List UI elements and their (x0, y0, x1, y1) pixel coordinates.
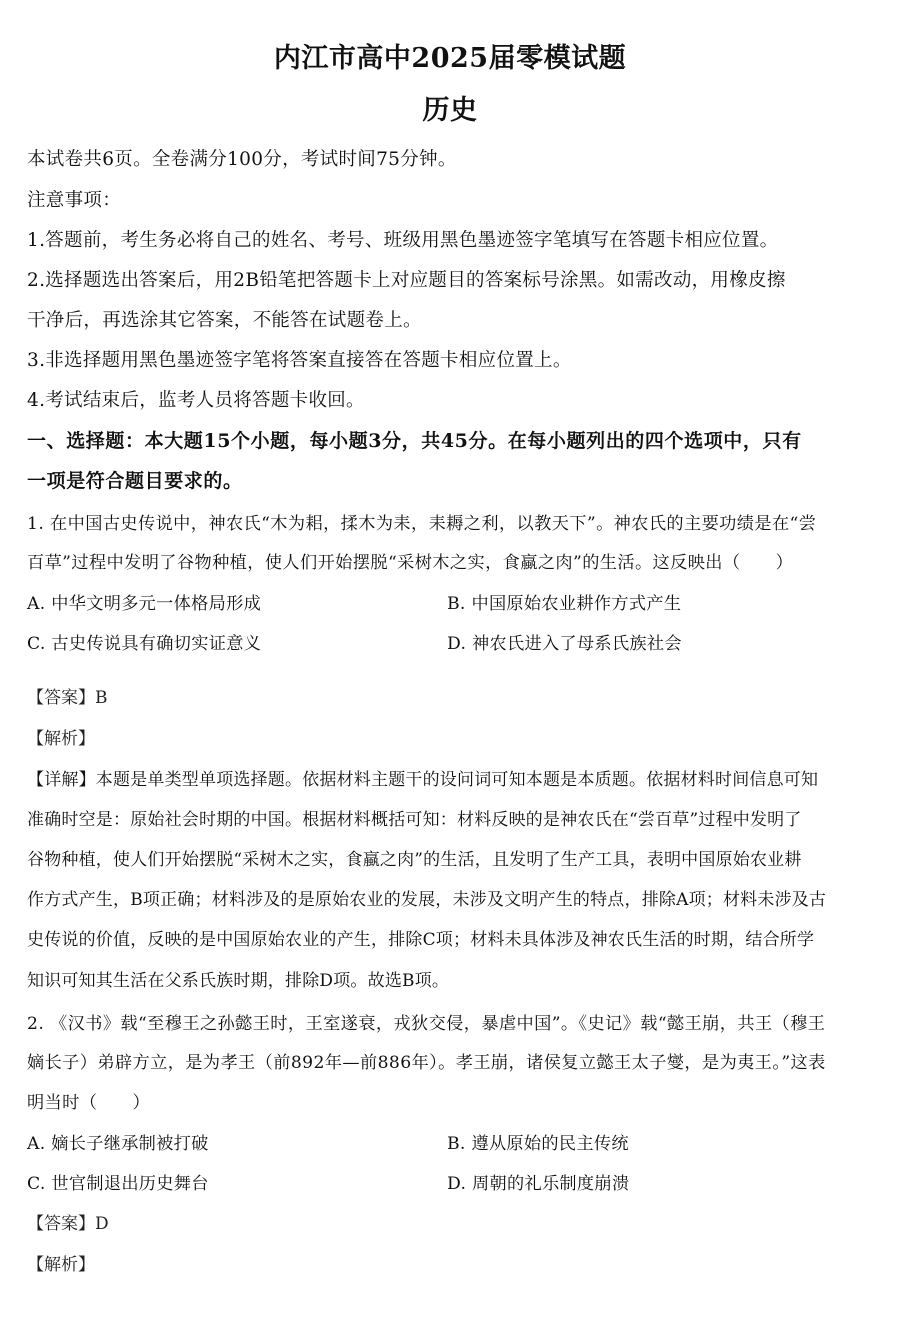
notice-item-4: 4.考试结束后，监考人员将答题卡收回。 (27, 390, 365, 411)
q1-detail-line-4: 作方式产生，B项正确；材料涉及的是原始农业的发展，未涉及文明产生的特点，排除A项；材料未涉及古 (27, 890, 827, 910)
q2-stem-line-3: 明当时（ ） (27, 1093, 151, 1113)
subject-title: 历史 (422, 95, 478, 126)
q2-option-b: B. 遵从原始的民主传统 (447, 1134, 629, 1154)
q2-stem-line-2: 嫡长子）弟辟方立，是为孝王（前892年—前886年）。孝王崩，诸侯复立懿王太子燮，是为夷王。”这表 (27, 1053, 826, 1073)
q1-option-a: A. 中华文明多元一体格局形成 (27, 594, 262, 614)
q1-detail-line-3: 谷物种植，使人们开始摆脱“采树木之实，食蠃之肉”的生活，且发明了生产工具，表明中国原始农业耕 (27, 850, 802, 870)
q1-option-b: B. 中国原始农业耕作方式产生 (447, 594, 682, 614)
q1-stem-line-2: 百草”过程中发明了谷物种植，使人们开始摆脱“采树木之实，食蠃之肉”的生活。这反映出（ ） (27, 553, 794, 573)
q1-detail-line-1: 【详解】本题是单类型单项选择题。依据材料主题干的设问词可知本题是本质题。依据材料时间信息可知 (27, 770, 819, 790)
section-heading-line-1: 一、选择题：本大题15个小题，每小题3分，共45分。在每小题列出的四个选项中，只有 (27, 430, 802, 452)
exam-title: 内江市高中2025届零模试题 (273, 43, 627, 74)
exam-intro: 本试卷共6页。全卷满分100分，考试时间75分钟。 (27, 149, 457, 170)
q2-answer: 【答案】D (27, 1214, 109, 1234)
q1-answer: 【答案】B (27, 688, 108, 708)
section-heading-line-2: 一项是符合题目要求的。 (27, 470, 243, 492)
q2-analysis-label: 【解析】 (27, 1255, 95, 1275)
q1-detail-line-6: 知识可知其生活在父系氏族时期，排除D项。故选B项。 (27, 971, 450, 991)
q1-stem-line-1: 1. 在中国古史传说中，神农氏“木为耜，揉木为耒，耒耨之利，以教天下”。神农氏的主要功绩是在“尝 (27, 514, 817, 534)
notice-item-2-line-2: 干净后，再选涂其它答案，不能答在试题卷上。 (27, 310, 422, 331)
q1-detail-line-2: 准确时空是：原始社会时期的中国。根据材料概括可知：材料反映的是神农氏在“尝百草”过程中发明了 (27, 810, 802, 830)
notice-item-1: 1.答题前，考生务必将自己的姓名、考号、班级用黑色墨迹签字笔填写在答题卡相应位置。 (27, 230, 779, 251)
q1-analysis-label: 【解析】 (27, 729, 95, 749)
notice-item-3: 3.非选择题用黑色墨迹签字笔将答案直接答在答题卡相应位置上。 (27, 350, 572, 371)
q1-detail-line-5: 史传说的价值，反映的是中国原始农业的产生，排除C项；材料未具体涉及神农氏生活的时期，结合所学 (27, 930, 815, 950)
q2-option-a: A. 嫡长子继承制被打破 (27, 1134, 209, 1154)
q2-stem-line-1: 2. 《汉书》载“至穆王之孙懿王时，王室遂衰，戎狄交侵，暴虐中国”。《史记》载“懿王崩，共王（穆王 (27, 1014, 826, 1034)
q2-option-c: C. 世官制退出历史舞台 (27, 1174, 209, 1194)
q2-option-d: D. 周朝的礼乐制度崩溃 (447, 1174, 630, 1194)
notice-heading: 注意事项： (27, 190, 122, 211)
q1-option-d: D. 神农氏进入了母系氏族社会 (447, 634, 682, 654)
q1-option-c: C. 古史传说具有确切实证意义 (27, 634, 262, 654)
notice-item-2-line-1: 2.选择题选出答案后，用2B铅笔把答题卡上对应题目的答案标号涂黑。如需改动，用橡皮擦 (27, 270, 786, 291)
